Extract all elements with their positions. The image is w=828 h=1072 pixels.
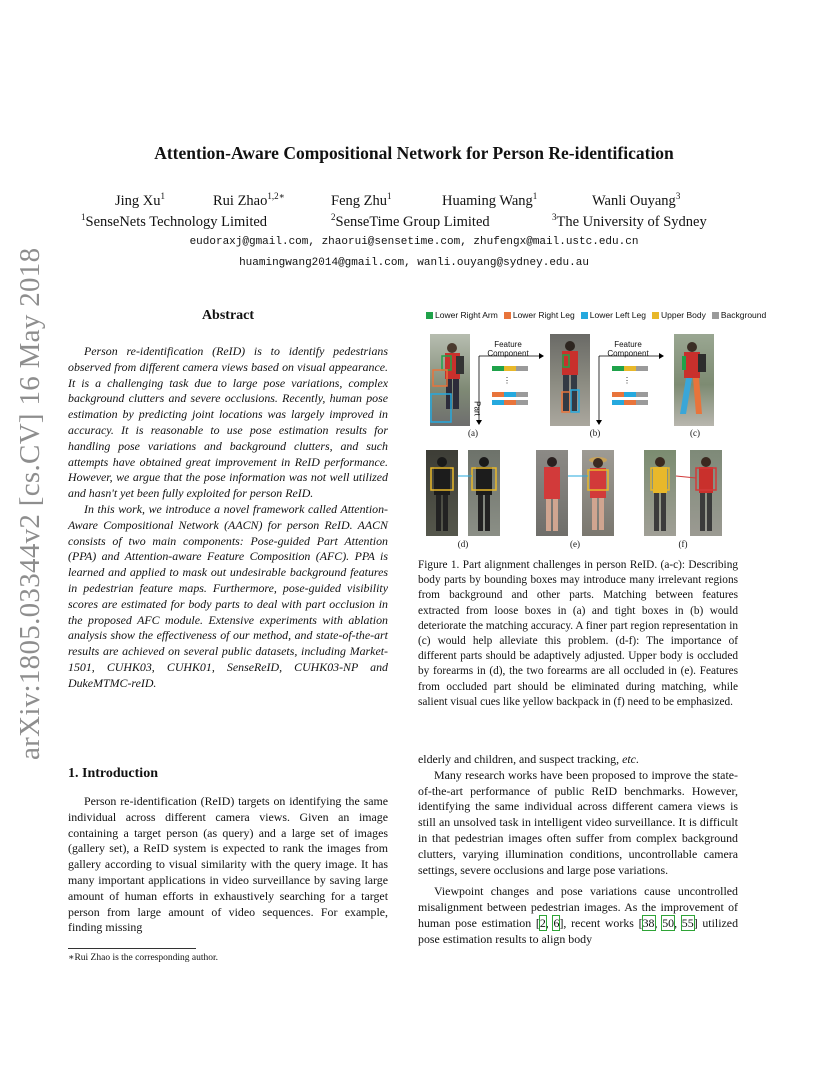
right-column-body: [418, 752, 738, 948]
affiliation-sensetime: $^2$SenseTime Group Limited: [331, 212, 490, 230]
author-rui-zhao: Rui Zhao$^{1,2∗}$: [213, 191, 285, 209]
body-paragraph: Viewpoint changes and pose variations cause uncontrolled misalignment between pedestrian images. As the improvement of human pose estimation [2, 6], recent works [38, 50, 55] utilized pose estimation results to align body: [418, 884, 739, 946]
pedestrian-photo-b: [550, 334, 590, 426]
ellipsis-b: ⋮: [623, 376, 631, 385]
legend-swatch: [426, 312, 433, 319]
legend-item: Lower Right Arm: [426, 310, 498, 320]
ellipsis-a: ⋮: [503, 376, 511, 385]
feature-component-label-b: Feature Component: [607, 340, 649, 358]
person-silhouette: [550, 334, 590, 426]
person-silhouette: [674, 334, 714, 426]
legend-item: Upper Body: [652, 310, 706, 320]
citation-link[interactable]: 55: [681, 915, 694, 930]
legend-item: Background: [712, 310, 766, 320]
body-paragraph: Many research works have been proposed to improve the state-of-the-art performance of public ReID benchmarks. However, identifying the same individual across different camera views is still an unsolved task in intelligent video surveillance. It is difficult in that pedestrian images often suffer from complex background clutters, varying illumination conditions, uncontrollable camera settings, severe occlusions and large pose variations.: [418, 767, 738, 877]
figure-legend: [426, 310, 766, 320]
citation-link[interactable]: 38: [642, 915, 655, 930]
legend-swatch: [652, 312, 659, 319]
affiliation-sydney: $^3$The University of Sydney: [552, 212, 707, 230]
footnote: ∗Rui Zhao is the corresponding author.: [68, 953, 218, 963]
panel-label-a: (a): [468, 428, 478, 438]
legend-item: Lower Left Leg: [581, 310, 646, 320]
author-jing-xu: Jing Xu$^1$: [115, 191, 166, 209]
citation-link[interactable]: 6: [553, 915, 560, 930]
pedestrian-photo-a: [430, 334, 470, 426]
panel-label-c: (c): [690, 428, 700, 438]
panel-label-d: (d): [457, 539, 469, 549]
affiliation-sensenets: $^1$SenseNets Technology Limited: [81, 212, 268, 230]
legend-item: Lower Right Leg: [504, 310, 575, 320]
continuation-paragraph: elderly and children, and suspect tracking, etc.: [418, 752, 639, 766]
author-wanli-ouyang: Wanli Ouyang$^3$: [592, 191, 681, 209]
abstract-paragraph: In this work, we introduce a novel framework called Attention-Aware Compositional Network (AACN) for person ReID. AACN consists of two main components: Pose-guided Part Attention (PPA) and Attention-aware Feature Composition (AFC). PPA is learned and applied to mask out undesirable background features in pedestrian feature maps. Furthermore, pose-guided visibility scores are estimated for body parts to deal with part occlusion in the proposed AFC module. Extensive experiments with ablation analysis show the effectiveness of our method, and state-of-the-art results are achieved on several public datasets, including Market-1501, CUHK03, CUHK01, SenseReID, CUHK03-NP and DukeMTMC-reID.: [68, 501, 388, 690]
panel-label-b: (b): [589, 428, 601, 438]
email-line-1: eudoraxj@gmail.com, zhaorui@sensetime.com, zhufengx@mail.ustc.edu.cn: [189, 236, 639, 248]
abstract-paragraph: Person re-identification (ReID) is to identify pedestrians observed from different camera views based on visual appearance. It is a challenging task due to large pose variations, complex background clutters and severe occlusions. Recently, human pose estimation by predicting joint locations was largely improved in accuracy. It is reasonable to use pose estimation results for handling pose variations and background clutters, and such attempts have obtained great improvement in ReID performance. However, we argue that the pose information was not well utilized and hasn't yet been fully exploited for person ReID.: [68, 344, 388, 501]
introduction-heading: 1. Introduction: [68, 766, 158, 781]
introduction-body: [68, 794, 388, 936]
author-huaming-wang: Huaming Wang$^1$: [442, 191, 538, 209]
abstract-body: [68, 344, 388, 692]
pedestrian-photo-c: [674, 334, 714, 426]
panel-label-f: (f): [678, 539, 688, 549]
author-list: [60, 193, 768, 233]
arxiv-identifier[interactable]: arXiv:1805.03344v2 [cs.CV] 16 May 2018: [14, 247, 46, 760]
paper-title: Attention-Aware Compositional Network for Person Re-identification: [154, 143, 674, 163]
legend-swatch: [504, 312, 511, 319]
citation-link[interactable]: 50: [662, 915, 675, 930]
intro-paragraph: Person re-identification (ReID) targets on identifying the same individual across different camera views. Given an image containing a target person (as query) and a large set of images (gallery set), a ReID system is expected to rank the images from gallery according to visual similarity with the query image. It has many important applications in video surveillance by saving large amount of human efforts in exhaustively searching for a target person from large amount of video sequences. For example, finding missing: [68, 794, 388, 935]
panel-label-e: (e): [570, 539, 580, 549]
legend-swatch: [712, 312, 719, 319]
part-axis-label-a: Part: [472, 401, 482, 416]
abstract-heading: Abstract: [201, 308, 255, 323]
match-connectors: [418, 446, 740, 541]
author-feng-zhu: Feng Zhu$^1$: [331, 191, 392, 209]
citation-link[interactable]: 2: [539, 915, 546, 930]
person-silhouette: [430, 334, 470, 426]
legend-swatch: [581, 312, 588, 319]
feature-component-label-a: Feature Component: [487, 340, 529, 358]
footnote-divider: [68, 948, 196, 949]
figure-1: [418, 306, 767, 554]
email-line-2: huamingwang2014@gmail.com, wanli.ouyang@sydney.edu.au: [239, 257, 589, 269]
figure-caption: Figure 1. Part alignment challenges in person ReID. (a-c): Describing body parts by bounding boxes may introduce many irrelevant regions from background and other parts. Matching between features extracted from loose boxes in (a) and tight boxes in (b) would deteriorate the matching accuracy. A finer part region representation in (c) would help alleviate this problem. (d-f): The importance of different parts should be adaptively adjusted. Upper body is occluded by forearms in (d), the two forearms are all occluded in (e). Features from occluded part should be eliminated during matching, while salient visual cues like yellow backpack in (f) need to be emphasized.: [418, 559, 738, 708]
